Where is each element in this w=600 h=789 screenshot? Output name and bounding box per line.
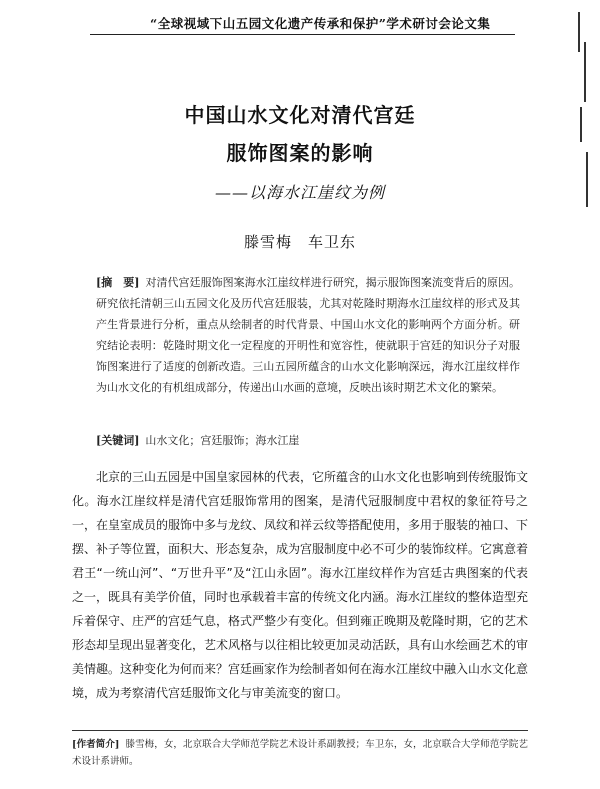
body-paragraph: 北京的三山五园是中国皇家园林的代表，它所蕴含的山水文化也影响到传统服饰文化。海水江崖纹样是清代宫廷服饰常用的图案，是清代冠服制度中君权的象征符号之一，在皇室成员的服饰中多与龙纹、凤纹和祥云纹等搭配使用，多用于服装的袖口、下摆、补子等位置，面积大、形态复杂，成为宫服制度中必不可少的装饰纹样。它寓意着君王“一统山河”、“万世升平”及“江山永固”。海水江崖纹样作为宫廷古典图案的代表之一，既具有美学价值，同时也承载着丰富的传统文化内涵。海水江崖纹的整体造型充斥着保守、庄严的宫廷气息，格式严整少有变化。但到雍正晚期及乾隆时期，它的艺术形态却呈现出显著变化，艺术风格与以往相比较更加灵动活跃，具有山水绘画艺术的审美情趣。这种变化为何而来？宫廷画家作为绘制者如何在海水江崖纹中融入山水文化意境，成为考察清代宫廷服饰文化与审美流变的窗口。 — [72, 470, 529, 700]
footnote-rule — [72, 730, 528, 731]
author-footnote — [72, 736, 528, 770]
header-rule — [90, 34, 515, 35]
abstract-block — [96, 272, 520, 398]
article-title-line2: 服饰图案的影响 — [226, 141, 374, 165]
article-title-line1: 中国山水文化对清代宫廷 — [184, 103, 416, 127]
abstract-label: [摘 要] — [96, 276, 140, 289]
footnote-text: 滕雪梅，女，北京联合大学师范学院艺术设计系副教授；车卫东，女，北京联合大学师范学院艺术设计系讲师。 — [72, 739, 528, 767]
keywords-text: 山水文化；宫廷服饰；海水江崖 — [145, 434, 300, 447]
article-subtitle: ——以海水江崖纹为例 — [215, 183, 386, 202]
abstract-text: 对清代宫廷服饰图案海水江崖纹样进行研究，揭示服饰图案流变背后的原因。研究依托清朝三山五园文化及历代宫廷服装，尤其对乾隆时期海水江崖纹样的形式及其产生背景进行分析，重点从绘制者的时代背景、中国山水文化的影响两个方面分析。研究结论表明：乾隆时期文化一定程度的开明性和宽容性，使就职于宫廷的知识分子对服饰图案进行了适度的创新改造。三山五园所蕴含的山水文化影响深远，海水江崖纹样作为山水文化的有机组成部分，传递出山水画的意境，反映出该时期艺术文化的繁荣。 — [96, 276, 520, 394]
keywords-label: [关键词] — [96, 434, 140, 447]
running-header: “全球视域下山五园文化遗产传承和保护”学术研讨会论文集 — [150, 16, 491, 31]
article-authors: 滕雪梅 车卫东 — [243, 233, 356, 251]
keywords-block — [96, 432, 520, 448]
footnote-label: [作者简介] — [72, 739, 120, 750]
